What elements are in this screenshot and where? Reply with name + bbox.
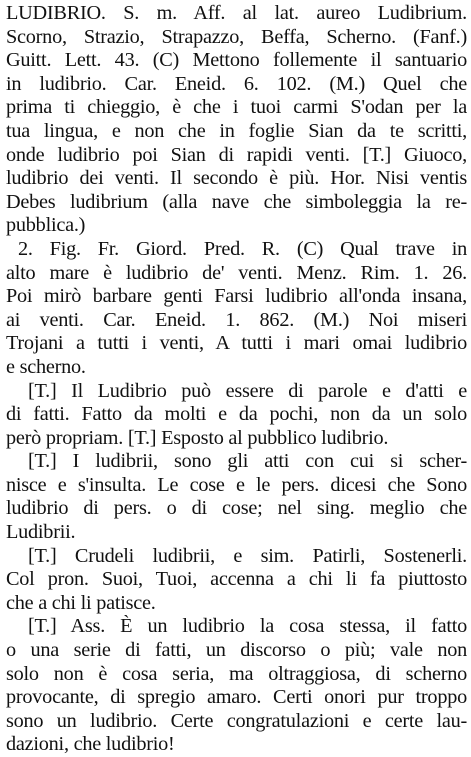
entry-line: [T.] Crudeli ludibrii, e sim. Patirli, Sostenerli. (28, 544, 467, 567)
entry-line: ai venti. Car. Eneid. 1. 862. (M.) Noi miseri (6, 308, 467, 331)
entry-line: LUDIBRIO. S. m. Aff. al lat. aureo Ludibrium. (6, 2, 467, 24)
entry-line: che a chi li patisce. (6, 591, 156, 614)
entry-line: Debes ludibrium (alla nave che simboleggia la re- (6, 190, 467, 213)
entry-line: però propriam. [T.] Esposto al pubblico ludibrio. (6, 426, 389, 449)
entry-line: Col pron. Suoi, Tuoi, accenna a chi li fa piuttosto (6, 568, 467, 591)
entry-line: [T.] Ass. È un ludibrio la cosa stessa, il fatto (28, 615, 467, 638)
entry-line: Trojani a tutti i venti, A tutti i mari omai ludibrio (6, 332, 467, 355)
entry-line: [T.] Il Ludibrio può essere di parole e d'atti e (28, 379, 467, 402)
entry-line: [T.] I ludibrii, sono gli atti con cui si scher- (28, 450, 467, 473)
entry-line: e scherno. (6, 355, 86, 378)
entry-line: prima ti chieggio, è che i tuoi carmi S'odan per la (6, 96, 467, 119)
entry-line: sono un ludibrio. Certe congratulazioni e certe lau- (6, 709, 467, 732)
entry-line: in ludibrio. Car. Eneid. 6. 102. (M.) Quel che (6, 72, 467, 95)
entry-line: tua lingua, e non che in foglie Sian da te scritti, (6, 119, 467, 142)
entry-line: ludibrio di pers. o di cose; nel sing. meglio che (6, 497, 467, 520)
entry-line: onde ludibrio poi Sian di rapidi venti. [T.] Giuoco, (6, 143, 467, 166)
entry-line: Ludibrii. (6, 521, 76, 544)
entry-line: solo non è cosa seria, ma oltraggiosa, di scherno (6, 662, 467, 685)
entry-line: Scorno, Strazio, Strapazzo, Beffa, Scherno. (Fanf.) (6, 25, 467, 48)
entry-line: 2. Fig. Fr. Giord. Pred. R. (C) Qual trave in (18, 237, 467, 260)
entry-line: Poi mirò barbare genti Farsi ludibrio all'onda insana, (6, 285, 467, 308)
entry-line: alto mare è ludibrio de' venti. Menz. Rim. 1. 26. (6, 261, 467, 284)
entry-line: di fatti. Fatto da molti e da pochi, non da un solo (6, 403, 467, 426)
entry-line: provocante, di spregio amaro. Certi onori pur troppo (6, 686, 467, 709)
entry-line: nisce e s'insulta. Le cose e le pers. dicesi che Sono (6, 473, 467, 496)
entry-line: dazioni, che ludibrio! (6, 733, 175, 756)
entry-line: Guitt. Lett. 43. (C) Mettono follemente il santuario (6, 49, 467, 72)
entry-line: ludibrio dei venti. Il secondo è più. Hor. Nisi ventis (6, 167, 467, 190)
entry-line: o una serie di fatti, un discorso o più; vale non (6, 639, 467, 662)
entry-line: pubblica.) (6, 214, 86, 237)
